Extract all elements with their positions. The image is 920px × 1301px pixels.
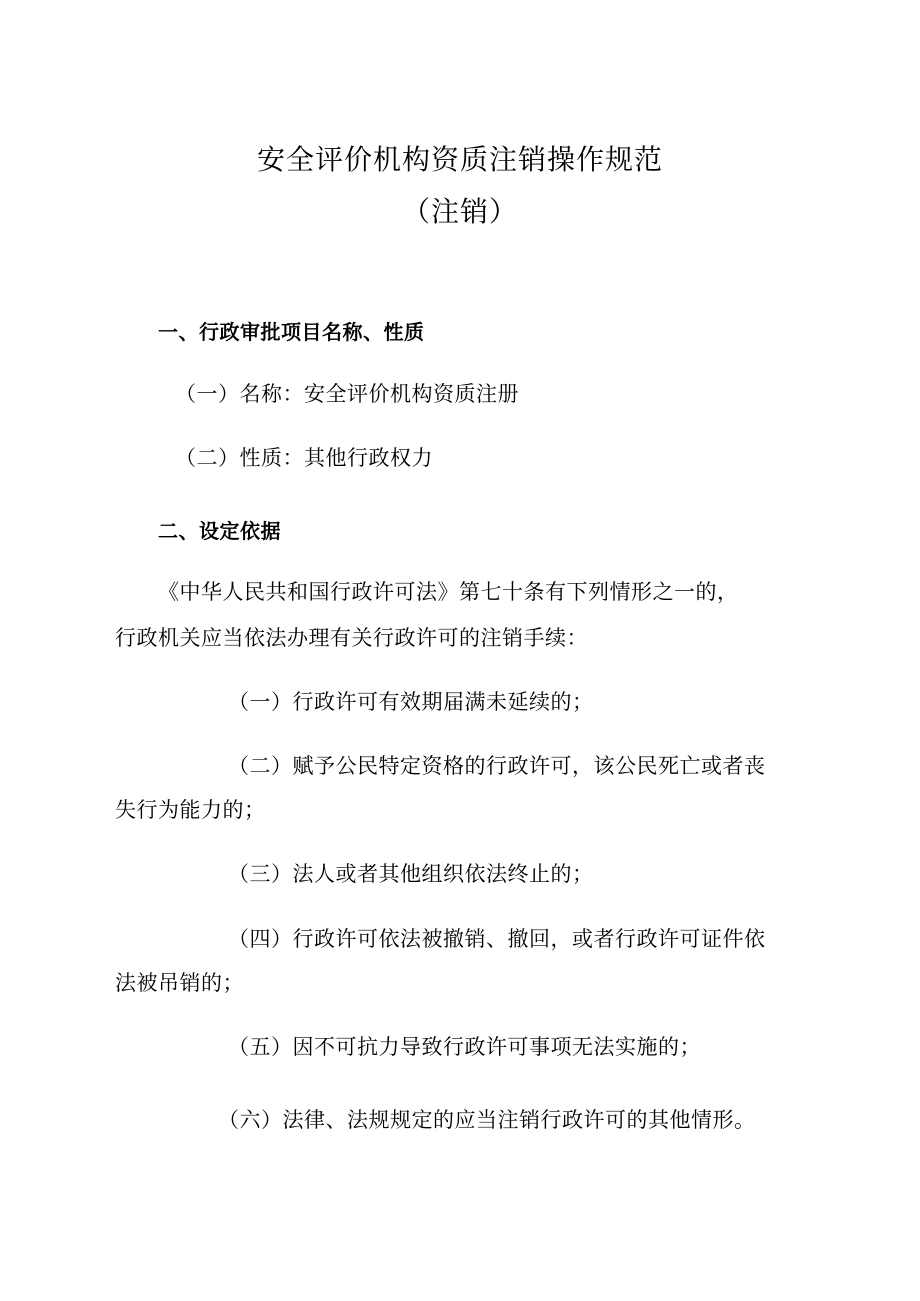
section1-name-line: （一）名称：安全评价机构资质注册 bbox=[175, 382, 519, 406]
list-item-2: （二）赋予公民特定资格的行政许可，该公民死亡或者丧 bbox=[228, 754, 766, 778]
section1-nature-line: （二）性质：其他行政权力 bbox=[175, 446, 433, 470]
section2-heading: 二、设定依据 bbox=[158, 519, 281, 543]
section1-heading: 一、行政审批项目名称、性质 bbox=[158, 320, 425, 344]
list-item-5: （五）因不可抗力导致行政许可事项无法实施的； bbox=[228, 1035, 701, 1059]
list-item-2-continuation: 失行为能力的； bbox=[115, 798, 266, 822]
list-item-4: （四）行政许可依法被撤销、撤回，或者行政许可证件依 bbox=[228, 927, 766, 951]
list-item-1: （一）行政许可有效期届满未延续的； bbox=[228, 690, 594, 714]
list-item-6: （六）法律、法规规定的应当注销行政许可的其他情形。 bbox=[218, 1108, 756, 1132]
section2-intro-line2: 行政机关应当依法办理有关行政许可的注销手续： bbox=[115, 626, 588, 650]
section2-intro-line1: 《中华人民共和国行政许可法》第七十条有下列情形之一的， bbox=[158, 580, 739, 604]
document-subtitle: （注销） bbox=[401, 195, 518, 228]
list-item-3: （三）法人或者其他组织依法终止的； bbox=[228, 862, 594, 886]
list-item-4-continuation: 法被吊销的； bbox=[115, 971, 244, 995]
document-title: 安全评价机构资质注销操作规范 bbox=[256, 143, 663, 176]
